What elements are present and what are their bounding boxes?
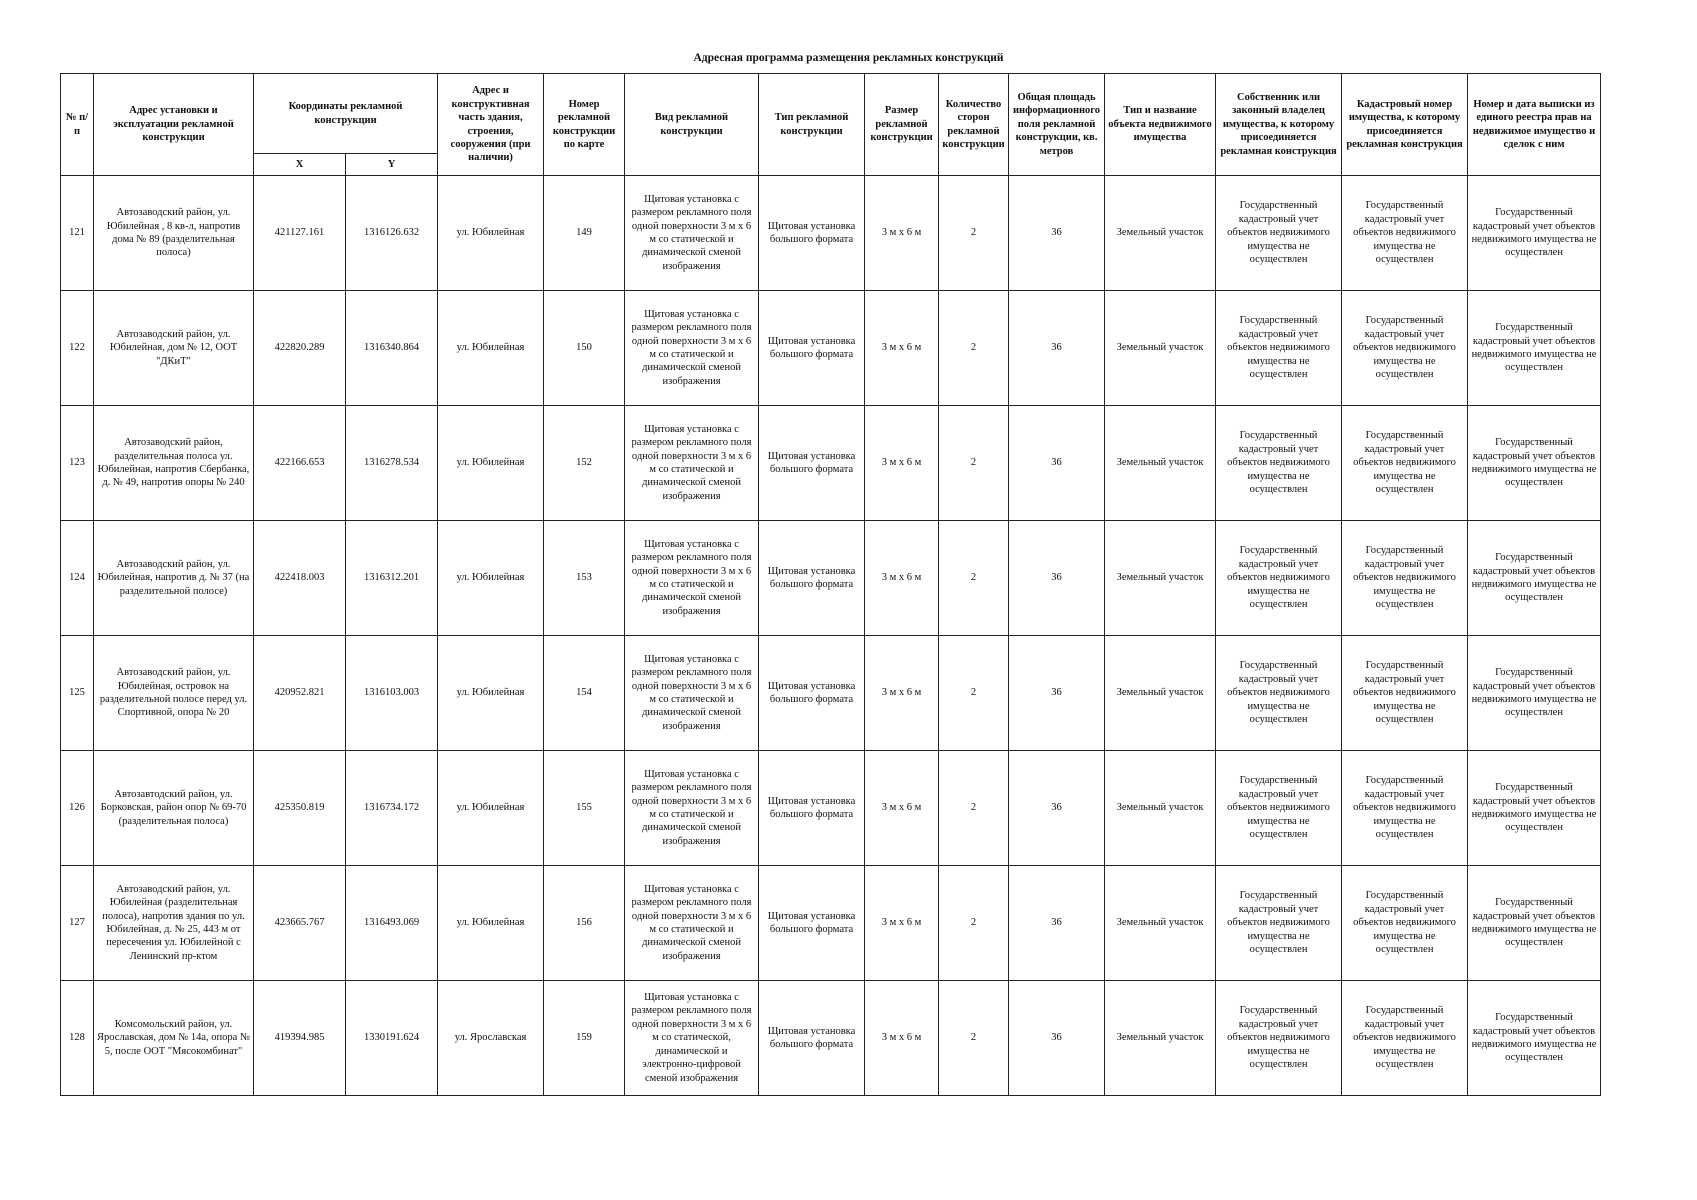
cell-address: Автозаводский район, ул. Юбилейная, островок на разделительной полосе перед ул. Спортивной, опора № 20 xyxy=(94,636,254,751)
cell-extract: Государственный кадастровый учет объектов недвижимого имущества не осуществлен xyxy=(1468,176,1601,291)
cell-size: 3 м х 6 м xyxy=(865,866,939,981)
cell-y: 1316340.864 xyxy=(346,291,438,406)
cell-map-number: 150 xyxy=(544,291,625,406)
cell-num: 125 xyxy=(61,636,94,751)
cell-extract: Государственный кадастровый учет объектов недвижимого имущества не осуществлен xyxy=(1468,291,1601,406)
cell-sides: 2 xyxy=(939,521,1009,636)
cell-y: 1316493.069 xyxy=(346,866,438,981)
table-row xyxy=(61,636,1601,751)
cell-kind: Щитовая установка с размером рекламного поля одной поверхности 3 м х 6 м со статической и динамической сменой изображения xyxy=(625,291,759,406)
cell-area: 36 xyxy=(1009,866,1105,981)
header-area: Общая площадь информационного поля рекламной конструкции, кв. метров xyxy=(1009,74,1105,176)
cell-num: 124 xyxy=(61,521,94,636)
cell-x: 422418.003 xyxy=(254,521,346,636)
cell-map-number: 159 xyxy=(544,981,625,1096)
cell-type: Щитовая установка большого формата xyxy=(759,521,865,636)
cell-owner: Государственный кадастровый учет объектов недвижимого имущества не осуществлен xyxy=(1216,981,1342,1096)
cell-x: 419394.985 xyxy=(254,981,346,1096)
cell-building: ул. Юбилейная xyxy=(438,636,544,751)
header-property-type: Тип и название объекта недвижимого имущества xyxy=(1105,74,1216,176)
cell-area: 36 xyxy=(1009,291,1105,406)
cell-cadastral: Государственный кадастровый учет объектов недвижимого имущества не осуществлен xyxy=(1342,176,1468,291)
table-row xyxy=(61,521,1601,636)
cell-y: 1316278.534 xyxy=(346,406,438,521)
cell-area: 36 xyxy=(1009,636,1105,751)
cell-type: Щитовая установка большого формата xyxy=(759,636,865,751)
cell-cadastral: Государственный кадастровый учет объектов недвижимого имущества не осуществлен xyxy=(1342,406,1468,521)
cell-owner: Государственный кадастровый учет объектов недвижимого имущества не осуществлен xyxy=(1216,176,1342,291)
table-row xyxy=(61,406,1601,521)
cell-num: 121 xyxy=(61,176,94,291)
cell-building: ул. Юбилейная xyxy=(438,291,544,406)
cell-extract: Государственный кадастровый учет объектов недвижимого имущества не осуществлен xyxy=(1468,751,1601,866)
cell-size: 3 м х 6 м xyxy=(865,981,939,1096)
cell-extract: Государственный кадастровый учет объектов недвижимого имущества не осуществлен xyxy=(1468,636,1601,751)
cell-x: 421127.161 xyxy=(254,176,346,291)
cell-address: Автозаводский район, ул. Юбилейная , 8 кв-л, напротив дома № 89 (разделительная полоса) xyxy=(94,176,254,291)
header-address: Адрес установки и эксплуатации рекламной конструкции xyxy=(94,74,254,176)
table-row xyxy=(61,291,1601,406)
cell-x: 422820.289 xyxy=(254,291,346,406)
cell-building: ул. Юбилейная xyxy=(438,751,544,866)
cell-property-type: Земельный участок xyxy=(1105,521,1216,636)
cell-sides: 2 xyxy=(939,406,1009,521)
table-header-row xyxy=(61,74,1601,154)
cell-size: 3 м х 6 м xyxy=(865,636,939,751)
cell-property-type: Земельный участок xyxy=(1105,291,1216,406)
table-row xyxy=(61,176,1601,291)
cell-property-type: Земельный участок xyxy=(1105,981,1216,1096)
cell-owner: Государственный кадастровый учет объектов недвижимого имущества не осуществлен xyxy=(1216,291,1342,406)
cell-sides: 2 xyxy=(939,866,1009,981)
cell-num: 127 xyxy=(61,866,94,981)
cell-map-number: 152 xyxy=(544,406,625,521)
cell-sides: 2 xyxy=(939,751,1009,866)
cell-y: 1330191.624 xyxy=(346,981,438,1096)
cell-property-type: Земельный участок xyxy=(1105,406,1216,521)
cell-kind: Щитовая установка с размером рекламного поля одной поверхности 3 м х 6 м со статической и динамической сменой изображения xyxy=(625,866,759,981)
cell-y: 1316734.172 xyxy=(346,751,438,866)
header-kind: Вид рекламной конструкции xyxy=(625,74,759,176)
cell-area: 36 xyxy=(1009,981,1105,1096)
cell-sides: 2 xyxy=(939,291,1009,406)
cell-cadastral: Государственный кадастровый учет объектов недвижимого имущества не осуществлен xyxy=(1342,866,1468,981)
table-row xyxy=(61,751,1601,866)
cell-kind: Щитовая установка с размером рекламного поля одной поверхности 3 м х 6 м со статической и динамической сменой изображения xyxy=(625,406,759,521)
cell-address: Комсомольский район, ул. Ярославская, дом № 14а, опора № 5, после ООТ "Мясокомбинат" xyxy=(94,981,254,1096)
header-cadastral: Кадастровый номер имущества, к которому присоединяется рекламная конструкция xyxy=(1342,74,1468,176)
cell-num: 122 xyxy=(61,291,94,406)
cell-size: 3 м х 6 м xyxy=(865,176,939,291)
cell-kind: Щитовая установка с размером рекламного поля одной поверхности 3 м х 6 м со статической, динамической и электронно-цифровой сменой изображения xyxy=(625,981,759,1096)
cell-type: Щитовая установка большого формата xyxy=(759,176,865,291)
cell-cadastral: Государственный кадастровый учет объектов недвижимого имущества не осуществлен xyxy=(1342,751,1468,866)
cell-y: 1316103.003 xyxy=(346,636,438,751)
cell-map-number: 153 xyxy=(544,521,625,636)
table-body xyxy=(61,176,1601,1096)
page-title: Адресная программа размещения рекламных конструкций xyxy=(693,52,1004,64)
cell-owner: Государственный кадастровый учет объектов недвижимого имущества не осуществлен xyxy=(1216,636,1342,751)
header-extract: Номер и дата выписки из единого реестра прав на недвижимое имущество и сделок с ним xyxy=(1468,74,1601,176)
cell-map-number: 149 xyxy=(544,176,625,291)
cell-size: 3 м х 6 м xyxy=(865,751,939,866)
cell-owner: Государственный кадастровый учет объектов недвижимого имущества не осуществлен xyxy=(1216,521,1342,636)
header-num: № п/п xyxy=(61,74,94,176)
cell-cadastral: Государственный кадастровый учет объектов недвижимого имущества не осуществлен xyxy=(1342,291,1468,406)
cell-x: 423665.767 xyxy=(254,866,346,981)
cell-map-number: 154 xyxy=(544,636,625,751)
cell-address: Автозаводский район, разделительная полоса ул. Юбилейная, напротив Сбербанка, д. № 49, напротив опоры № 240 xyxy=(94,406,254,521)
cell-extract: Государственный кадастровый учет объектов недвижимого имущества не осуществлен xyxy=(1468,981,1601,1096)
header-y: Y xyxy=(346,154,438,176)
cell-area: 36 xyxy=(1009,176,1105,291)
header-x: X xyxy=(254,154,346,176)
header-coords: Координаты рекламной конструкции xyxy=(254,74,438,154)
cell-sides: 2 xyxy=(939,981,1009,1096)
cell-building: ул. Юбилейная xyxy=(438,176,544,291)
cell-building: ул. Юбилейная xyxy=(438,521,544,636)
cell-property-type: Земельный участок xyxy=(1105,866,1216,981)
header-owner: Собственник или законный владелец имущества, к которому присоединяется рекламная конструкция xyxy=(1216,74,1342,176)
cell-area: 36 xyxy=(1009,406,1105,521)
cell-kind: Щитовая установка с размером рекламного поля одной поверхности 3 м х 6 м со статической и динамической сменой изображения xyxy=(625,176,759,291)
cell-area: 36 xyxy=(1009,751,1105,866)
cell-address: Автозаводский район, ул. Юбилейная, напротив д. № 37 (на разделительной полосе) xyxy=(94,521,254,636)
cell-kind: Щитовая установка с размером рекламного поля одной поверхности 3 м х 6 м со статической и динамической сменой изображения xyxy=(625,636,759,751)
cell-sides: 2 xyxy=(939,176,1009,291)
cell-owner: Государственный кадастровый учет объектов недвижимого имущества не осуществлен xyxy=(1216,866,1342,981)
header-building: Адрес и конструктивная часть здания, строения, сооружения (при наличии) xyxy=(438,74,544,176)
cell-extract: Государственный кадастровый учет объектов недвижимого имущества не осуществлен xyxy=(1468,406,1601,521)
table-row xyxy=(61,981,1601,1096)
cell-num: 123 xyxy=(61,406,94,521)
cell-address: Автозавтодский район, ул. Борковская, район опор № 69-70 (разделительная полоса) xyxy=(94,751,254,866)
cell-type: Щитовая установка большого формата xyxy=(759,866,865,981)
cell-size: 3 м х 6 м xyxy=(865,291,939,406)
table-row xyxy=(61,866,1601,981)
cell-cadastral: Государственный кадастровый учет объектов недвижимого имущества не осуществлен xyxy=(1342,521,1468,636)
cell-y: 1316126.632 xyxy=(346,176,438,291)
cell-building: ул. Юбилейная xyxy=(438,866,544,981)
cell-owner: Государственный кадастровый учет объектов недвижимого имущества не осуществлен xyxy=(1216,406,1342,521)
cell-area: 36 xyxy=(1009,521,1105,636)
cell-type: Щитовая установка большого формата xyxy=(759,291,865,406)
cell-building: ул. Ярославская xyxy=(438,981,544,1096)
header-type: Тип рекламной конструкции xyxy=(759,74,865,176)
cell-type: Щитовая установка большого формата xyxy=(759,981,865,1096)
cell-size: 3 м х 6 м xyxy=(865,521,939,636)
advertising-structures-table xyxy=(60,73,1601,1096)
cell-size: 3 м х 6 м xyxy=(865,406,939,521)
header-size: Размер рекламной конструкции xyxy=(865,74,939,176)
cell-kind: Щитовая установка с размером рекламного поля одной поверхности 3 м х 6 м со статической и динамической сменой изображения xyxy=(625,521,759,636)
cell-address: Автозаводский район, ул. Юбилейная, дом № 12, ООТ "ДКиТ" xyxy=(94,291,254,406)
cell-map-number: 155 xyxy=(544,751,625,866)
cell-num: 126 xyxy=(61,751,94,866)
cell-map-number: 156 xyxy=(544,866,625,981)
cell-kind: Щитовая установка с размером рекламного поля одной поверхности 3 м х 6 м со статической и динамической сменой изображения xyxy=(625,751,759,866)
cell-x: 422166.653 xyxy=(254,406,346,521)
cell-x: 425350.819 xyxy=(254,751,346,866)
cell-property-type: Земельный участок xyxy=(1105,176,1216,291)
cell-num: 128 xyxy=(61,981,94,1096)
cell-extract: Государственный кадастровый учет объектов недвижимого имущества не осуществлен xyxy=(1468,521,1601,636)
cell-address: Автозаводский район, ул. Юбилейная (разделительная полоса), напротив здания по ул. Юбилейная, д. № 25, 443 м от пересечения ул. Юбилейной с Ленинский пр-ктом xyxy=(94,866,254,981)
cell-building: ул. Юбилейная xyxy=(438,406,544,521)
cell-type: Щитовая установка большого формата xyxy=(759,751,865,866)
cell-extract: Государственный кадастровый учет объектов недвижимого имущества не осуществлен xyxy=(1468,866,1601,981)
cell-sides: 2 xyxy=(939,636,1009,751)
cell-cadastral: Государственный кадастровый учет объектов недвижимого имущества не осуществлен xyxy=(1342,636,1468,751)
header-sides: Количество сторон рекламной конструкции xyxy=(939,74,1009,176)
cell-cadastral: Государственный кадастровый учет объектов недвижимого имущества не осуществлен xyxy=(1342,981,1468,1096)
header-map-number: Номер рекламной конструкции по карте xyxy=(544,74,625,176)
cell-property-type: Земельный участок xyxy=(1105,751,1216,866)
cell-owner: Государственный кадастровый учет объектов недвижимого имущества не осуществлен xyxy=(1216,751,1342,866)
cell-property-type: Земельный участок xyxy=(1105,636,1216,751)
cell-y: 1316312.201 xyxy=(346,521,438,636)
cell-x: 420952.821 xyxy=(254,636,346,751)
cell-type: Щитовая установка большого формата xyxy=(759,406,865,521)
